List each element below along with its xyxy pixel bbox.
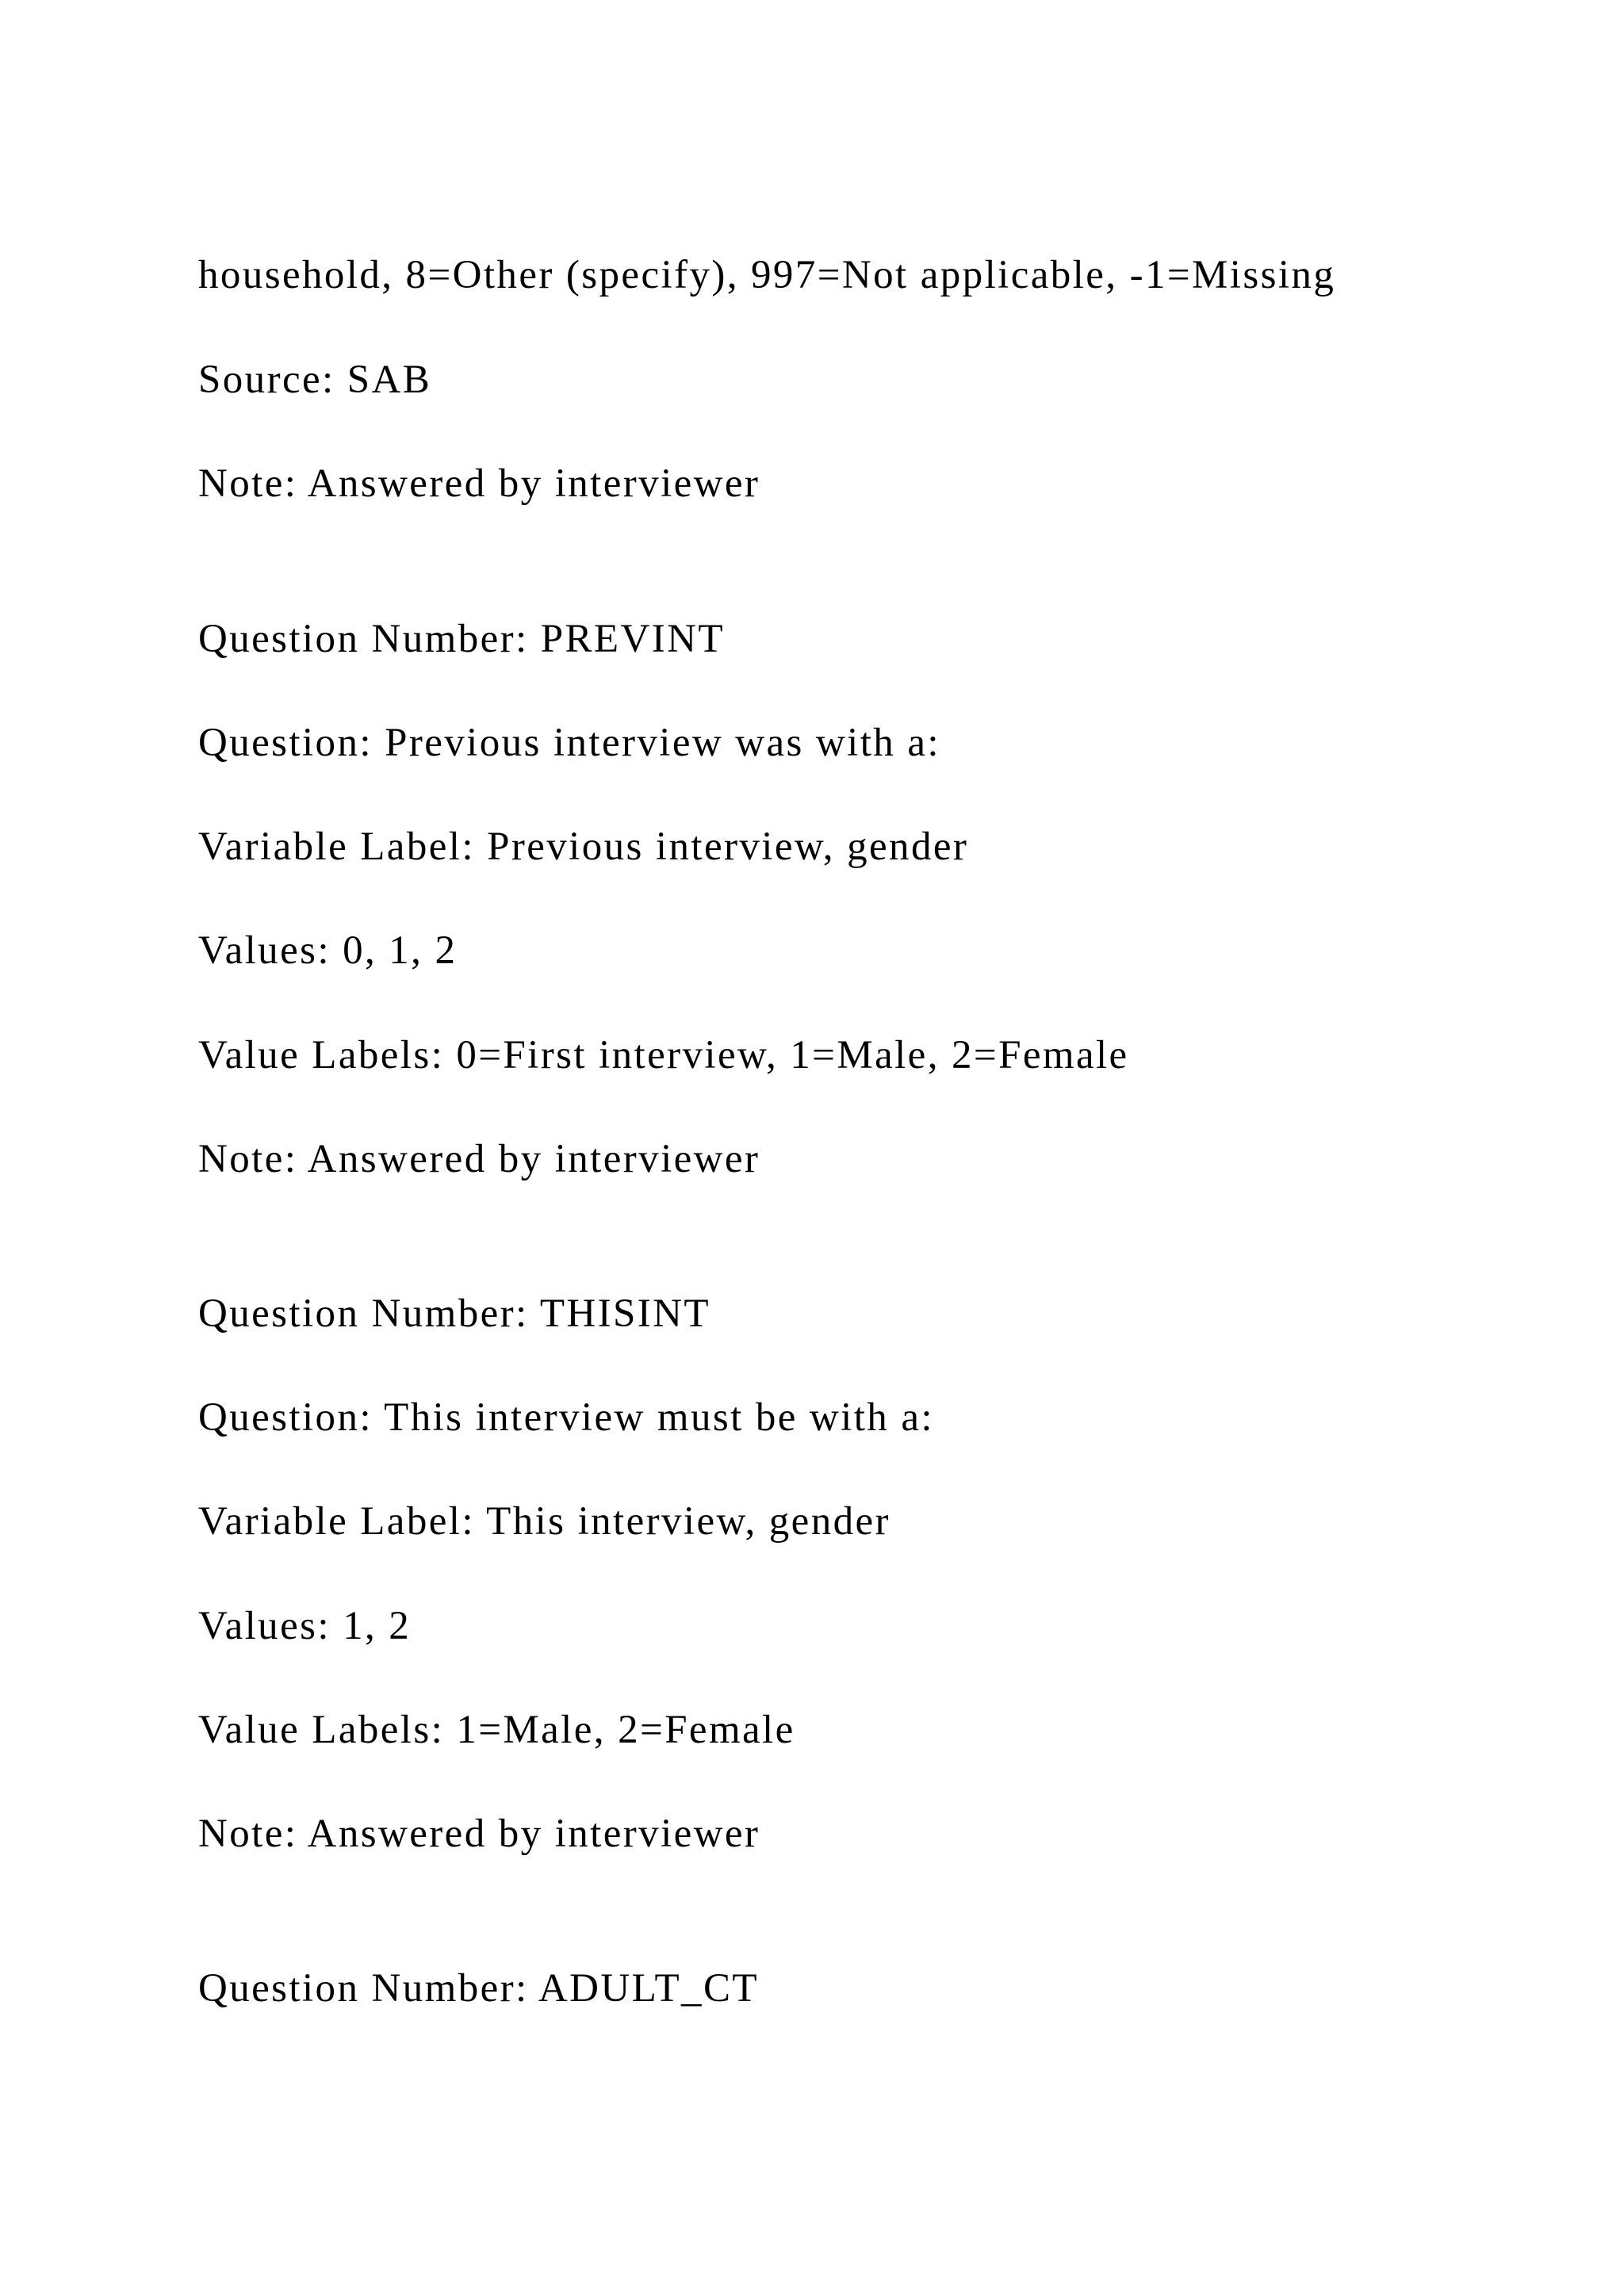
question-number-prevint: Question Number: PREVINT [198,617,725,661]
note-thisint: Note: Answered by interviewer [198,1812,760,1856]
question-number-thisint: Question Number: THISINT [198,1292,710,1336]
source-line: Source: SAB [198,358,432,402]
value-labels-thisint: Value Labels: 1=Male, 2=Female [198,1708,795,1752]
question-number-adult-ct: Question Number: ADULT_CT [198,1966,759,2011]
question-prevint: Question: Previous interview was with a: [198,721,940,765]
values-prevint: Values: 0, 1, 2 [198,928,458,973]
variable-label-prevint: Variable Label: Previous interview, gender [198,825,969,869]
note-prevint: Note: Answered by interviewer [198,1137,760,1181]
variable-label-thisint: Variable Label: This interview, gender [198,1499,891,1544]
values-thisint: Values: 1, 2 [198,1604,412,1648]
value-labels-prevint: Value Labels: 0=First interview, 1=Male, 2=Female [198,1033,1129,1077]
continued-value-labels: household, 8=Other (specify), 997=Not applicable, -1=Missing [198,253,1336,297]
question-thisint: Question: This interview must be with a: [198,1395,934,1440]
note-line: Note: Answered by interviewer [198,461,760,506]
